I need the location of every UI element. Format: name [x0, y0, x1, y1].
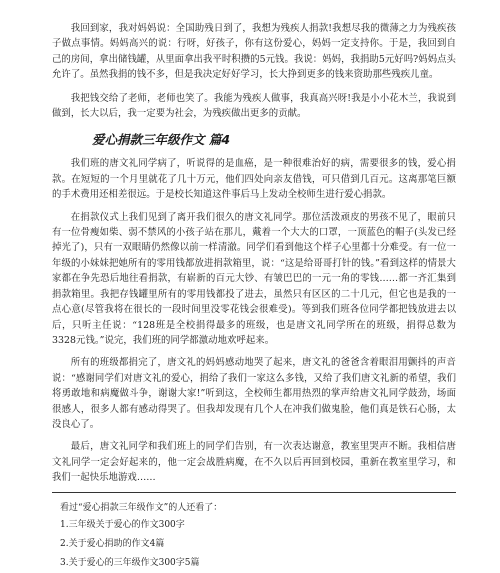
related-articles	[60, 500, 456, 573]
related-articles-list	[60, 516, 456, 573]
article-paragraph: 我回到家，我对妈妈说：全国助残日到了，我想为残疾人捐款!我想尽我的微薄之力为残疾孩子做点事情。妈妈高兴的说：行呀，好孩子，你有这份爱心，妈妈一定支持你。于是，我回到自己的房间，拿出储钱罐，从里面拿出我平时积攒的5元钱。我说：妈妈，我捐助5元好吗?妈妈点头允许了。虽然我捐的钱不多，但是我决定好好学习，长大挣到更多的钱来资助那些残疾儿童。	[52, 23, 456, 81]
related-article-link[interactable]: 2.关于爱心捐助的作文4篇	[60, 539, 165, 549]
article-paragraph: 我们班的唐文礼同学病了，听说得的是血癌，是一种很难治好的病，需要很多的钱，爱心捐款。在短短的一个月里就花了几十万元，他们四处向亲友借钱，可只借到几百元。这离那笔巨额的手术费用还相差很远。于是校长知道这件事后马上发动全校师生进行爱心捐款。	[52, 158, 456, 201]
section-heading: 爱心捐款三年级作文 篇4	[92, 132, 231, 148]
section-divider	[52, 492, 456, 493]
essay-body	[52, 156, 456, 485]
article-paragraph: 所有的班级都捐完了，唐文礼的妈妈感动地哭了起来，唐文礼的爸爸含着眼泪用颤抖的声音说：“感谢同学们对唐文礼的爱心，捐给了我们一家这么多钱，又给了我们唐文礼新的希望，我们将勇敢地和病魔做斗争，谢谢大家!”听到这，全校师生都用热烈的掌声给唐文礼同学鼓劲，场面很感人，很多人都有感动得哭了。但我却发现有几个人在冲我们做鬼脸，他们真是铁石心肠，太没良心了。	[52, 357, 456, 430]
article-paragraph: 最后，唐文礼同学和我们班上的同学们告别，有一次表达谢意，教室里哭声不断。我相信唐文礼同学一定会好起来的，他一定会战胜病魔，在不久以后再回到校园，重新在教室里学习，和我们一起快乐地游戏……	[52, 441, 456, 484]
article-paragraph: 我把钱交给了老师，老师也笑了。我能为残疾人做事，我真高兴呀!我是小小花木兰，我说到做到，长大以后，我一定要为社会，为残疾做出更多的贡献。	[52, 92, 456, 120]
related-articles-title: 看过“爱心捐款三年级作文”的人还看了：	[60, 503, 223, 513]
related-article-link[interactable]: 3.关于爱心的三年级作文300字5篇	[60, 558, 200, 568]
article-paragraph: 在捐款仪式上我们见到了离开我们很久的唐文礼同学。那位活泼顽皮的男孩不见了，眼前只有一位骨瘦如柴、弱不禁风的小孩子站在那儿，戴着一个大大的口罩，一顶蓝色的帽子(头发已经掉光了)，只有一双眼睛仍然像以前一样清澈。同学们看到他这个样子心里都十分难受。有一位一年级的小妹妹把她所有的零用钱都放进捐款箱里，说：“这是给哥哥打针的钱。”看到这样的情景大家都在争先恐后地往看捐款，有崭新的百元大钞、有皱巴巴的一元一角的零钱……都一齐汇集到捐款箱里。我把存钱罐里所有的零用钱都投了进去，虽然只有区区的二十几元，但它也是我的一点心意(尽管我将在很长的一段时间里没零花钱会很难受)。等到我们班各位同学都把钱放进去以后，只听主任说：“128班是全校捐得最多的班级，也是唐文礼同学所在的班级，捐得总数为3328元钱。”说完，我们班的同学都激动地欢呼起来。	[52, 211, 456, 346]
related-article-link[interactable]: 1.三年级关于爱心的作文300字	[60, 520, 185, 530]
